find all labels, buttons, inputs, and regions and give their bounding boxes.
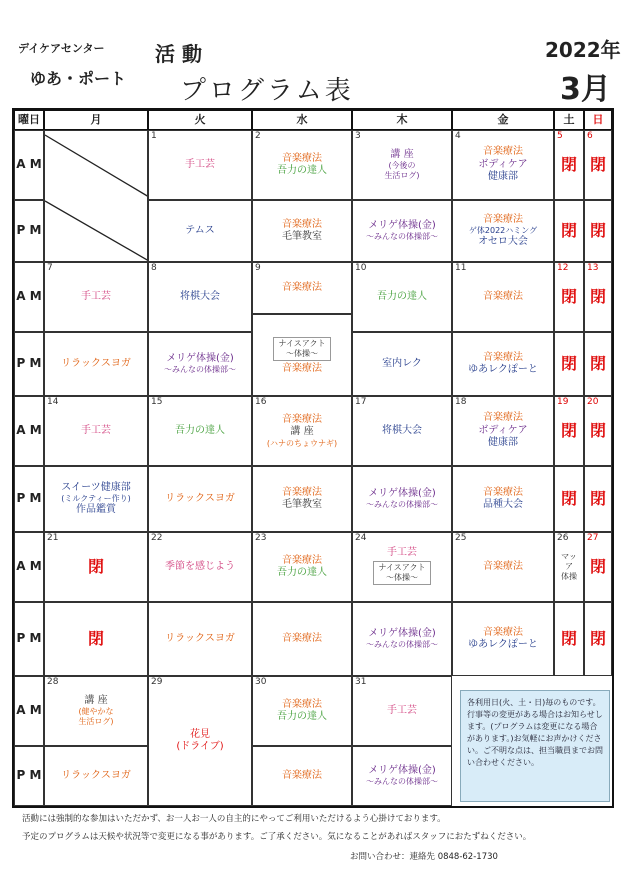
w4-wed-am: 23 音楽療法 吾力の達人 (252, 532, 352, 602)
w5-tue-hanami: 29 花見 (ドライブ) (148, 676, 252, 806)
w4-sun-pm: 閉 (584, 602, 612, 676)
w1-wed-pm: 音楽療法 毛筆教室 (252, 200, 352, 262)
month-label: 3月 (560, 72, 611, 107)
pm-label: P M (14, 746, 44, 806)
w5-mon-am: 28 講 座 (健やかな 生活ログ) (44, 676, 148, 746)
w2-tue-am: 8 将棋大会 (148, 262, 252, 332)
exercise-box: ナイスアクト 〜体操〜 (273, 337, 330, 361)
w2-wed-am: 9 音楽療法 (252, 262, 352, 314)
w4-thu-am: 24 手工芸 ナイスアクト 〜体操〜 (352, 532, 452, 602)
center-label: デイケアセンター (18, 42, 105, 55)
w1-thu-am: 3 講 座 (今後の 生活ログ) (352, 130, 452, 200)
pm-label: P M (14, 200, 44, 262)
w3-sat-am: 19 閉 (554, 396, 584, 466)
w2-sun-am: 13 閉 (584, 262, 612, 332)
mon-empty-cell (44, 130, 148, 262)
w3-mon-pm: スイーツ健康部 (ミルクティー作り) 作品鑑賞 (44, 466, 148, 532)
am-label: A M (14, 676, 44, 746)
pm-label: P M (14, 602, 44, 676)
program-title: プログラム表 (180, 76, 354, 106)
w4-sat-pm: 閉 (554, 602, 584, 676)
w3-thu-am: 17 将棋大会 (352, 396, 452, 466)
w1-sat-am: 5 閉 (554, 130, 584, 200)
notice-box: 各利用日(火、土・日)毎のものです。行事等の変更がある場合はお知らせします。(プログラムは変更になる場合があります。)お気軽にお声かけください。ご不明な点は、担当職員までお問い合わせください。 (460, 690, 610, 802)
w4-tue-pm: リラックスヨガ (148, 602, 252, 676)
pm-label: P M (14, 332, 44, 396)
w2-thu-pm: 室内レク (352, 332, 452, 396)
col-header-wed: 水 (252, 110, 352, 130)
col-header-sun: 日 (584, 110, 612, 130)
w4-sat-am: 26 マッ ア 体操 (554, 532, 584, 602)
w3-sat-pm: 閉 (554, 466, 584, 532)
w2-mon-pm: リラックスヨガ (44, 332, 148, 396)
w4-fri-am: 25 音楽療法 (452, 532, 554, 602)
am-label: A M (14, 130, 44, 200)
w4-fri-pm: 音楽療法 ゆあレクぽーと (452, 602, 554, 676)
w1-tue-am: 1 手工芸 (148, 130, 252, 200)
w2-sat-pm: 閉 (554, 332, 584, 396)
col-header-mon: 月 (44, 110, 148, 130)
w1-sun-am: 6 閉 (584, 130, 612, 200)
w2-sun-pm: 閉 (584, 332, 612, 396)
w5-mon-pm: リラックスヨガ (44, 746, 148, 806)
col-header-sat: 土 (554, 110, 584, 130)
footer-note-2: 予定のプログラムは天候や状況等で変更になる事があります。ご了承ください。気になることがあればスタッフにおたずねください。 (22, 832, 532, 842)
w4-sun-am: 27 閉 (584, 532, 612, 602)
w1-fri-am: 4 音楽療法 ボディケア 健康部 (452, 130, 554, 200)
w1-sat-pm: 閉 (554, 200, 584, 262)
w3-wed-pm: 音楽療法 毛筆教室 (252, 466, 352, 532)
w2-sat-am: 12 閉 (554, 262, 584, 332)
diagonal-line (45, 131, 148, 262)
year-label: 2022年 (545, 38, 621, 62)
w3-fri-am: 18 音楽療法 ボディケア 健康部 (452, 396, 554, 466)
w1-wed-am: 2 音楽療法 吾力の達人 (252, 130, 352, 200)
w5-thu-am: 31 手工芸 (352, 676, 452, 746)
w2-fri-pm: 音楽療法 ゆあレクぽーと (452, 332, 554, 396)
w5-thu-pm: メリゲ体操(金) 〜みんなの体操部〜 (352, 746, 452, 806)
center-name: ゆあ・ポート (30, 69, 127, 88)
w2-wed-pm: ナイスアクト 〜体操〜 音楽療法 (252, 314, 352, 396)
am-label: A M (14, 262, 44, 332)
am-label: A M (14, 396, 44, 466)
pm-label: P M (14, 466, 44, 532)
w4-tue-am: 22 季節を感じよう (148, 532, 252, 602)
w4-thu-pm: メリゲ体操(金) 〜みんなの体操部〜 (352, 602, 452, 676)
w3-tue-am: 15 吾力の達人 (148, 396, 252, 466)
w4-mon-am: 21 閉 (44, 532, 148, 602)
w3-sun-am: 20 閉 (584, 396, 612, 466)
exercise-box: ナイスアクト 〜体操〜 (373, 561, 430, 585)
col-header-tue: 火 (148, 110, 252, 130)
w3-tue-pm: リラックスヨガ (148, 466, 252, 532)
w5-wed-am: 30 音楽療法 吾力の達人 (252, 676, 352, 746)
w1-tue-pm: テムス (148, 200, 252, 262)
w2-mon-am: 7 手工芸 (44, 262, 148, 332)
col-header-weekday: 曜日 (14, 110, 44, 130)
w1-fri-pm: 音楽療法 ゲ体2022ハミング オセロ大会 (452, 200, 554, 262)
w4-wed-pm: 音楽療法 (252, 602, 352, 676)
w3-sun-pm: 閉 (584, 466, 612, 532)
w3-mon-am: 14 手工芸 (44, 396, 148, 466)
w2-fri-am: 11 音楽療法 (452, 262, 554, 332)
w3-wed-am: 16 音楽療法 講 座 (ハナのちょウナギ) (252, 396, 352, 466)
w3-fri-pm: 音楽療法 品種大会 (452, 466, 554, 532)
w1-thu-pm: メリゲ体操(金) 〜みんなの体操部〜 (352, 200, 452, 262)
w3-thu-pm: メリゲ体操(金) 〜みんなの体操部〜 (352, 466, 452, 532)
w1-sun-pm: 閉 (584, 200, 612, 262)
w4-mon-pm: 閉 (44, 602, 148, 676)
w5-wed-pm: 音楽療法 (252, 746, 352, 806)
footer-contact: お問い合わせ：連絡先 0848-62-1730 (350, 852, 498, 862)
col-header-fri: 金 (452, 110, 554, 130)
col-header-thu: 木 (352, 110, 452, 130)
footer-note-1: 活動には強制的な参加はいただかず、お一人お一人の自主的にやってご利用いただけるよう心掛けております。 (22, 814, 446, 824)
w2-thu-am: 10 吾力の達人 (352, 262, 452, 332)
activity-title: 活 動 (155, 42, 202, 66)
am-label: A M (14, 532, 44, 602)
w2-tue-pm: メリゲ体操(金) 〜みんなの体操部〜 (148, 332, 252, 396)
